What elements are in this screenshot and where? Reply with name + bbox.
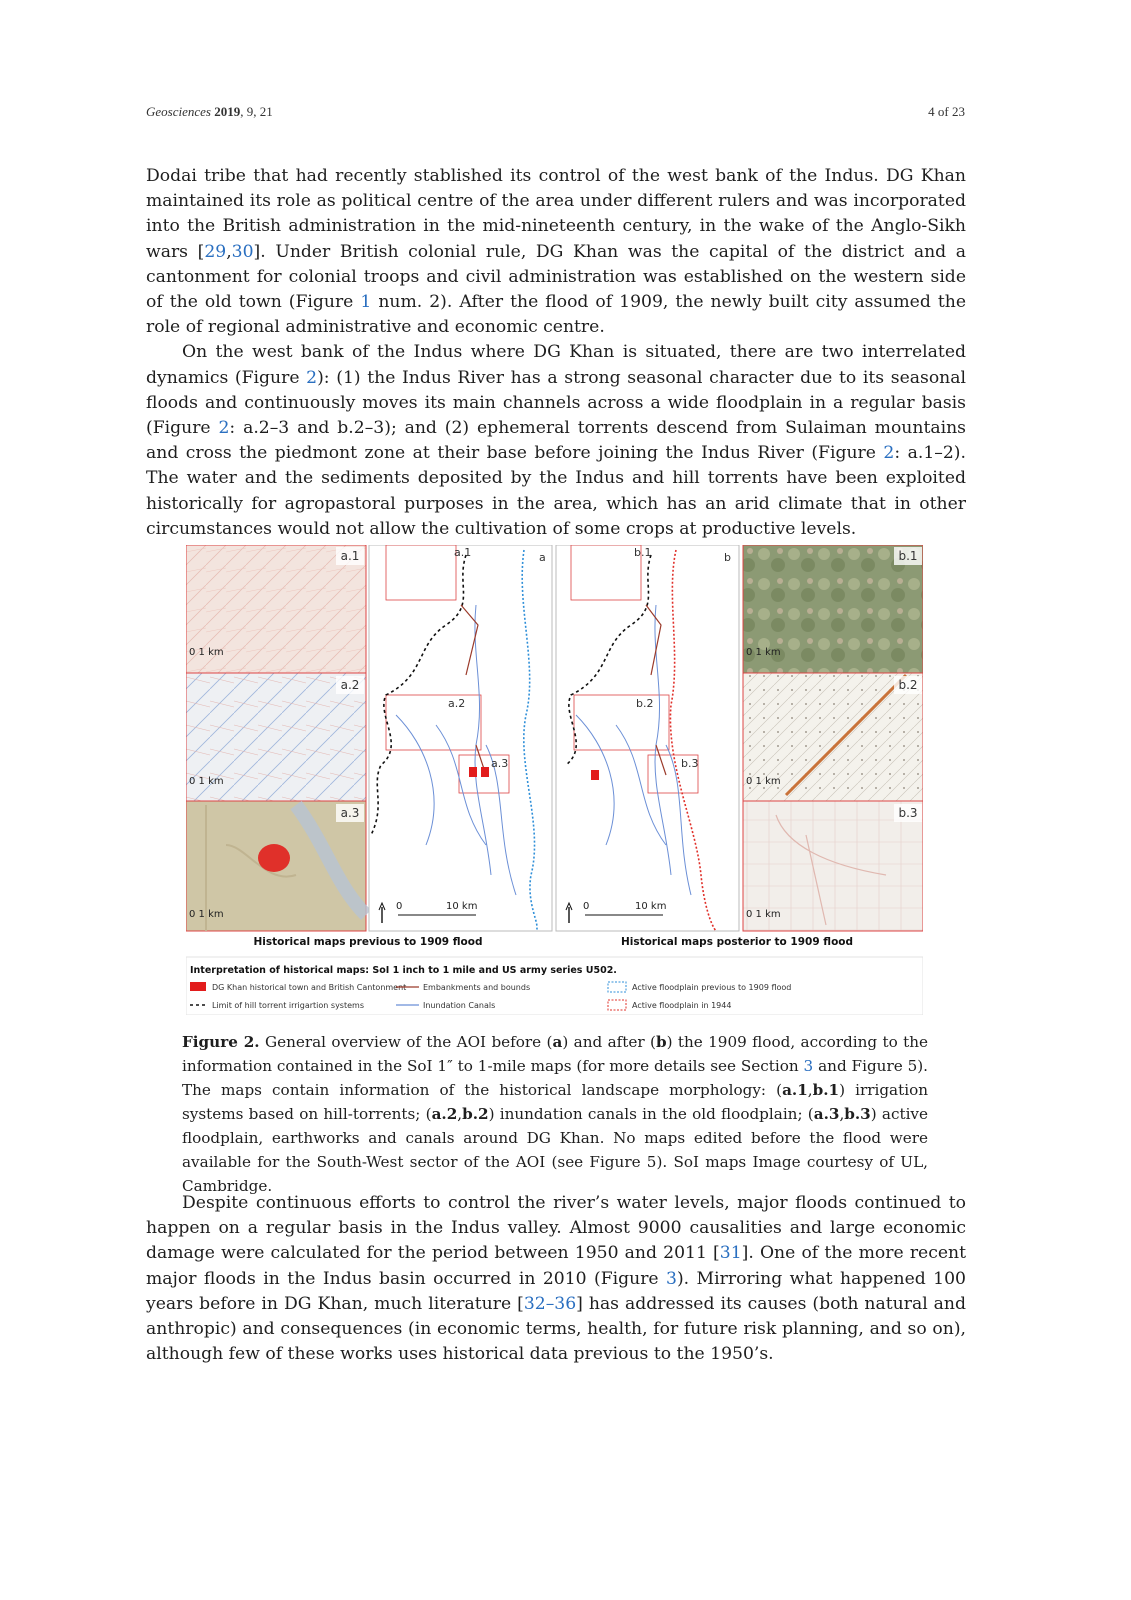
running-header xyxy=(146,104,273,120)
journal-year: 2019 xyxy=(214,104,241,119)
svg-text:a: a xyxy=(539,551,546,564)
town-marker-a3 xyxy=(258,844,290,872)
body-paragraph-1: Dodai tribe that had recently stablished its control of the west bank of the Indus. DG Khan maintained its role as political centre of the area under different rulers and was incorporated into the British administration in the mid-nineteenth century, in the wake of the Anglo-Sikh wars [29,30]. Under British colonial rule, DG Khan was the capital of the district and a cantonment for colonial troops and civil administration was established on the western side of the old town (Figure 1 num. 2). After the flood of 1909, the newly built city assumed the role of regional administrative and economic centre. On the west bank of the Indus where DG Khan is situated, there are two interrelated dynamics (Figure 2): (1) the Indus River has a strong seasonal character due to its seasonal floods and continuously moves its main channels across a wide floodplain in a regular basis (Figure 2: a.2–3 and b.2–3); and (2) ephemeral torrents descend from Sulaiman mountains and cross the piedmont zone at their base before joining the Indus River (Figure 2: a.1–2). The water and the sediments deposited by the Indus and hill torrents have been exploited historically for agropastoral purposes in the area, which has an arid climate that in other circumstances would not allow the cultivation of some crops at productive levels. xyxy=(146,166,966,539)
figure-link[interactable]: 2 xyxy=(218,418,230,439)
svg-text:a.1: a.1 xyxy=(454,546,472,559)
svg-text:a.3: a.3 xyxy=(340,806,360,820)
svg-text:a.3: a.3 xyxy=(491,757,509,770)
journal-name: Geosciences xyxy=(146,104,211,119)
svg-text:a.2: a.2 xyxy=(340,678,360,692)
svg-text:0 1 km: 0 1 km xyxy=(189,909,224,920)
figure-link[interactable]: 1 xyxy=(360,292,372,313)
svg-text:0 1 km: 0 1 km xyxy=(189,647,224,658)
svg-text:b.2: b.2 xyxy=(898,678,918,692)
journal-volume: , 9, 21 xyxy=(240,104,273,119)
figure-2 xyxy=(186,545,923,1015)
figure-title-right: Historical maps posterior to 1909 flood xyxy=(620,936,854,948)
body-paragraph-3: Despite continuous efforts to control the river’s water levels, major floods continued to happen on a regular basis in the Indus valley. Almost 9000 causalities and large economic damage were calculated for the period between 1950 and 2011 [31]. One of the more recent major floods in the Indus basin occurred in 2010 (Figure 3). Mirroring what happened 100 years before in DG Khan, much literature [32–36] has addressed its causes (both natural and anthropic) and consequences (in economic terms, health, for future risk planning, and so on), although few of these works uses historical data previous to the 1950’s. xyxy=(146,1193,966,1365)
figure-caption: Figure 2. General overview of the AOI before (a) and after (b) the 1909 flood, according to the information contained in the SoI 1″ to 1-mile maps (for more details see Section 3 and Figure 5). The maps contain information of the historical landscape morphology: (a.1,b.1) irrigation systems based on hill-torrents; (a.2,b.2) inundation canals in the old floodplain; (a.3,b.3) active floodplain, earthworks and canals around DG Khan. No maps edited before the flood were available for the South-West sector of the AOI (see Figure 5). SoI maps Image courtesy of UL, Cambridge. xyxy=(182,1033,928,1195)
svg-text:b.1: b.1 xyxy=(634,546,652,559)
figure-link[interactable]: 2 xyxy=(883,443,895,464)
svg-text:0 1 km: 0 1 km xyxy=(746,647,781,658)
figure-link[interactable]: 2 xyxy=(306,367,318,388)
citation-link[interactable]: 29 xyxy=(204,241,227,262)
svg-text:b: b xyxy=(724,551,731,564)
figure-title-left: Historical maps previous to 1909 flood xyxy=(253,936,483,948)
figure-link[interactable]: 3 xyxy=(666,1268,677,1289)
citation-link[interactable]: 32–36 xyxy=(523,1293,577,1314)
svg-text:b.2: b.2 xyxy=(636,697,654,710)
svg-text:Interpretation of historical m: Interpretation of historical maps: SoI 1 inch to 1 mile and US army series U502. xyxy=(190,965,617,976)
svg-text:0 1 km: 0 1 km xyxy=(746,909,781,920)
svg-text:b.3: b.3 xyxy=(681,757,699,770)
svg-text:b.1: b.1 xyxy=(898,549,918,563)
svg-text:Active floodplain previous to: Active floodplain previous to 1909 flood xyxy=(632,983,792,992)
citation-link[interactable]: 30 xyxy=(231,241,254,262)
svg-text:a.1: a.1 xyxy=(340,549,360,563)
svg-text:b.3: b.3 xyxy=(898,806,918,820)
svg-text:Active floodplain in 1944: Active floodplain in 1944 xyxy=(632,1001,732,1010)
svg-text:0 1 km: 0 1 km xyxy=(746,776,781,787)
svg-text:0: 0 xyxy=(396,901,403,912)
svg-text:0 1 km: 0 1 km xyxy=(189,776,224,787)
svg-text:Inundation Canals: Inundation Canals xyxy=(423,1001,496,1010)
svg-text:10 km: 10 km xyxy=(635,901,667,912)
svg-text:0: 0 xyxy=(583,901,590,912)
citation-link[interactable]: 31 xyxy=(719,1243,742,1264)
page-number: 4 of 23 xyxy=(928,104,965,119)
svg-text:Embankments and bounds: Embankments and bounds xyxy=(423,983,531,992)
svg-text:Limit of hill torrent irrigart: Limit of hill torrent irrigartion systems xyxy=(212,1001,364,1010)
figure-2-graphic xyxy=(186,545,923,1015)
svg-text:a.2: a.2 xyxy=(448,697,466,710)
svg-text:10 km: 10 km xyxy=(446,901,478,912)
section-link[interactable]: 3 xyxy=(803,1057,814,1075)
svg-text:DG Khan historical town and Br: DG Khan historical town and British Cantonment xyxy=(212,983,407,992)
